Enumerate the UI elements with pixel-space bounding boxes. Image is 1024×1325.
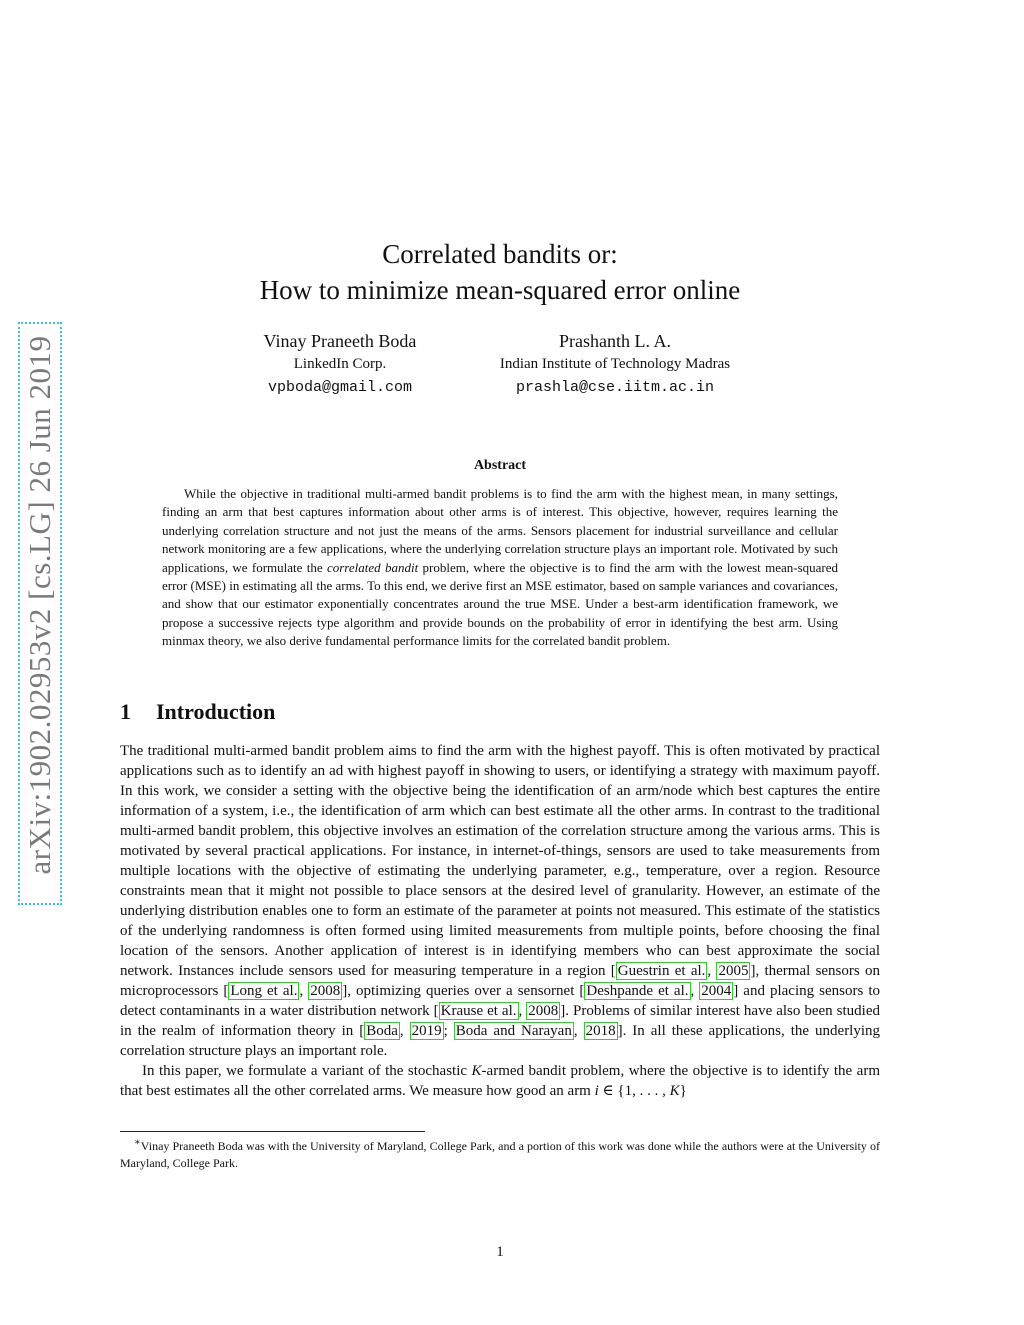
section-title: Introduction <box>156 699 276 724</box>
author-name: Vinay Praneeth Boda <box>263 331 417 351</box>
text-run: ]. In all these applications, the underlying correlation structure plays an important role. <box>120 1023 881 1059</box>
text-run: , <box>299 983 309 999</box>
footnote-text: Vinay Praneeth Boda was with the University of Maryland, College Park, and a portion of this work was done while the authors were at the University of Maryland, College Park. <box>120 1139 880 1170</box>
section-number: 1 <box>120 699 131 724</box>
citation-link[interactable]: Long et al. <box>230 983 298 999</box>
arxiv-stamp[interactable]: arXiv:1902.02953v2 [cs.LG] 26 Jun 2019 <box>22 335 57 875</box>
author-block-2 <box>470 330 760 400</box>
abstract-heading: Abstract <box>473 458 527 473</box>
citation-link[interactable]: Krause et al. <box>440 1003 517 1019</box>
author-block-1 <box>240 330 440 400</box>
math-symbol: K <box>669 1083 680 1099</box>
text-run: ] and placing sensors to detect contaminants in a water distribution network [ <box>120 983 881 1019</box>
text-run: , <box>690 983 700 999</box>
author-email[interactable]: vpboda@gmail.com <box>267 379 413 396</box>
title-line-1: Correlated bandits or: <box>382 239 618 269</box>
citation-link[interactable]: 2018 <box>585 1023 616 1039</box>
citation-link[interactable]: 2004 <box>701 983 732 999</box>
text-run: The traditional multi-armed bandit problem aims to find the arm with the highest payoff. This is often motivated by practical applications such as to identify an ad with highest payoff in showing to users, or identifying a strategy with maximum payoff. In this work, we consider a setting with the objective being the identification of an arm/node which best captures the entire information of a system, i.e., the identification of arm which can best estimate all the other arms. In contrast to the traditional multi-armed bandit problem, this objective involves an estimation of the correlation structure among the various arms. This is motivated by several practical applications. For instance, in internet-of-things, sensors are used to take measurements from multiple locations with the objective of estimating the underlying parameter, e.g., temperature, over a region. Resource constraints mean that it might not possible to place sensors at the desired level of granularity. However, an estimate of the underlying distribution enables one to form an estimate of the parameter at points not measured. This estimate of the statistics of the underlying randomness is often formed using limited measurements from multiple points, before choosing the final location of the sensors. Another application of interest is in identifying members who can best approximate the social network. Instances include sensors used for measuring temperature in a region [ <box>120 743 880 979</box>
citation-link[interactable]: 2008 <box>310 983 341 999</box>
paragraph <box>120 741 880 1061</box>
page-number: 1 <box>496 1244 504 1260</box>
math-symbol: K <box>471 1063 482 1079</box>
citation-link[interactable]: 2019 <box>411 1023 442 1039</box>
text-run: ]. Problems of similar interest have also been studied in the realm of information theory in [ <box>120 1003 881 1039</box>
text-run: , <box>707 963 717 979</box>
author-email[interactable]: prashla@cse.iitm.ac.in <box>515 379 715 396</box>
text-run: , <box>573 1023 584 1039</box>
abstract-text-part: While the objective in traditional multi-armed bandit problems is to find the arm with the highest mean, in many settings, finding an arm that best captures information about other arms is of interest. This objective, however, requires learning the underlying correlation structure and not just the means of the arms. Sensors placement for industrial surveillance and cellular network monitoring are a few applications, where the underlying correlation structure plays an important role. Motivated by such applications, we formulate the <box>162 486 838 575</box>
footnote-divider <box>120 1131 425 1132</box>
text-run: -armed bandit problem, where the objective is to identify the arm that best estimates all the other correlated arms. We measure how good an arm <box>120 1063 880 1099</box>
paragraph <box>120 1061 880 1101</box>
footnote <box>120 1135 880 1171</box>
citation-link[interactable]: 2008 <box>528 1003 559 1019</box>
abstract-text <box>162 485 838 651</box>
text-run: In this paper, we formulate a variant of the stochastic <box>142 1063 472 1079</box>
title-line-2: How to minimize mean-squared error online <box>259 275 741 305</box>
author-affiliation: LinkedIn Corp. <box>293 356 387 372</box>
citation-link[interactable]: Guestrin et al. <box>617 963 706 979</box>
text-run: ], optimizing queries over a sensornet [ <box>342 983 585 999</box>
author-affiliation: Indian Institute of Technology Madras <box>499 356 731 372</box>
citation-link[interactable]: 2005 <box>718 963 749 979</box>
section-heading <box>120 698 275 726</box>
abstract-text-part: problem, where the objective is to find the arm with the lowest mean-squared error (MSE) in estimating all the arms. To this end, we derive first an MSE estimator, based on sample variances and covariances, and show that our estimator exponentially concentrates around the true MSE. Under a best-arm identification framework, we propose a successive rejects type algorithm and provide bounds on the probability of error in identifying the best arm. Using minmax theory, we also derive fundamental performance limits for the correlated bandit problem. <box>162 559 838 649</box>
citation-link[interactable]: Deshpande et al. <box>586 983 689 999</box>
citation-link[interactable]: Boda <box>366 1023 398 1039</box>
text-run: , <box>399 1023 410 1039</box>
body-text <box>120 741 880 1101</box>
text-run: ], thermal sensors on microprocessors [ <box>120 963 881 999</box>
author-name: Prashanth L. A. <box>559 331 671 351</box>
text-run: ∈ {1, . . . , <box>598 1083 670 1099</box>
paper-title <box>120 236 880 308</box>
citation-link[interactable]: Boda and Narayan <box>455 1023 572 1039</box>
math-symbol: i <box>594 1083 599 1099</box>
text-run: , <box>518 1003 527 1019</box>
footnote-mark: ∗ <box>134 1137 141 1148</box>
abstract-emphasis: correlated bandit <box>326 559 419 575</box>
text-run: ; <box>443 1023 454 1039</box>
text-run: } <box>679 1083 687 1099</box>
